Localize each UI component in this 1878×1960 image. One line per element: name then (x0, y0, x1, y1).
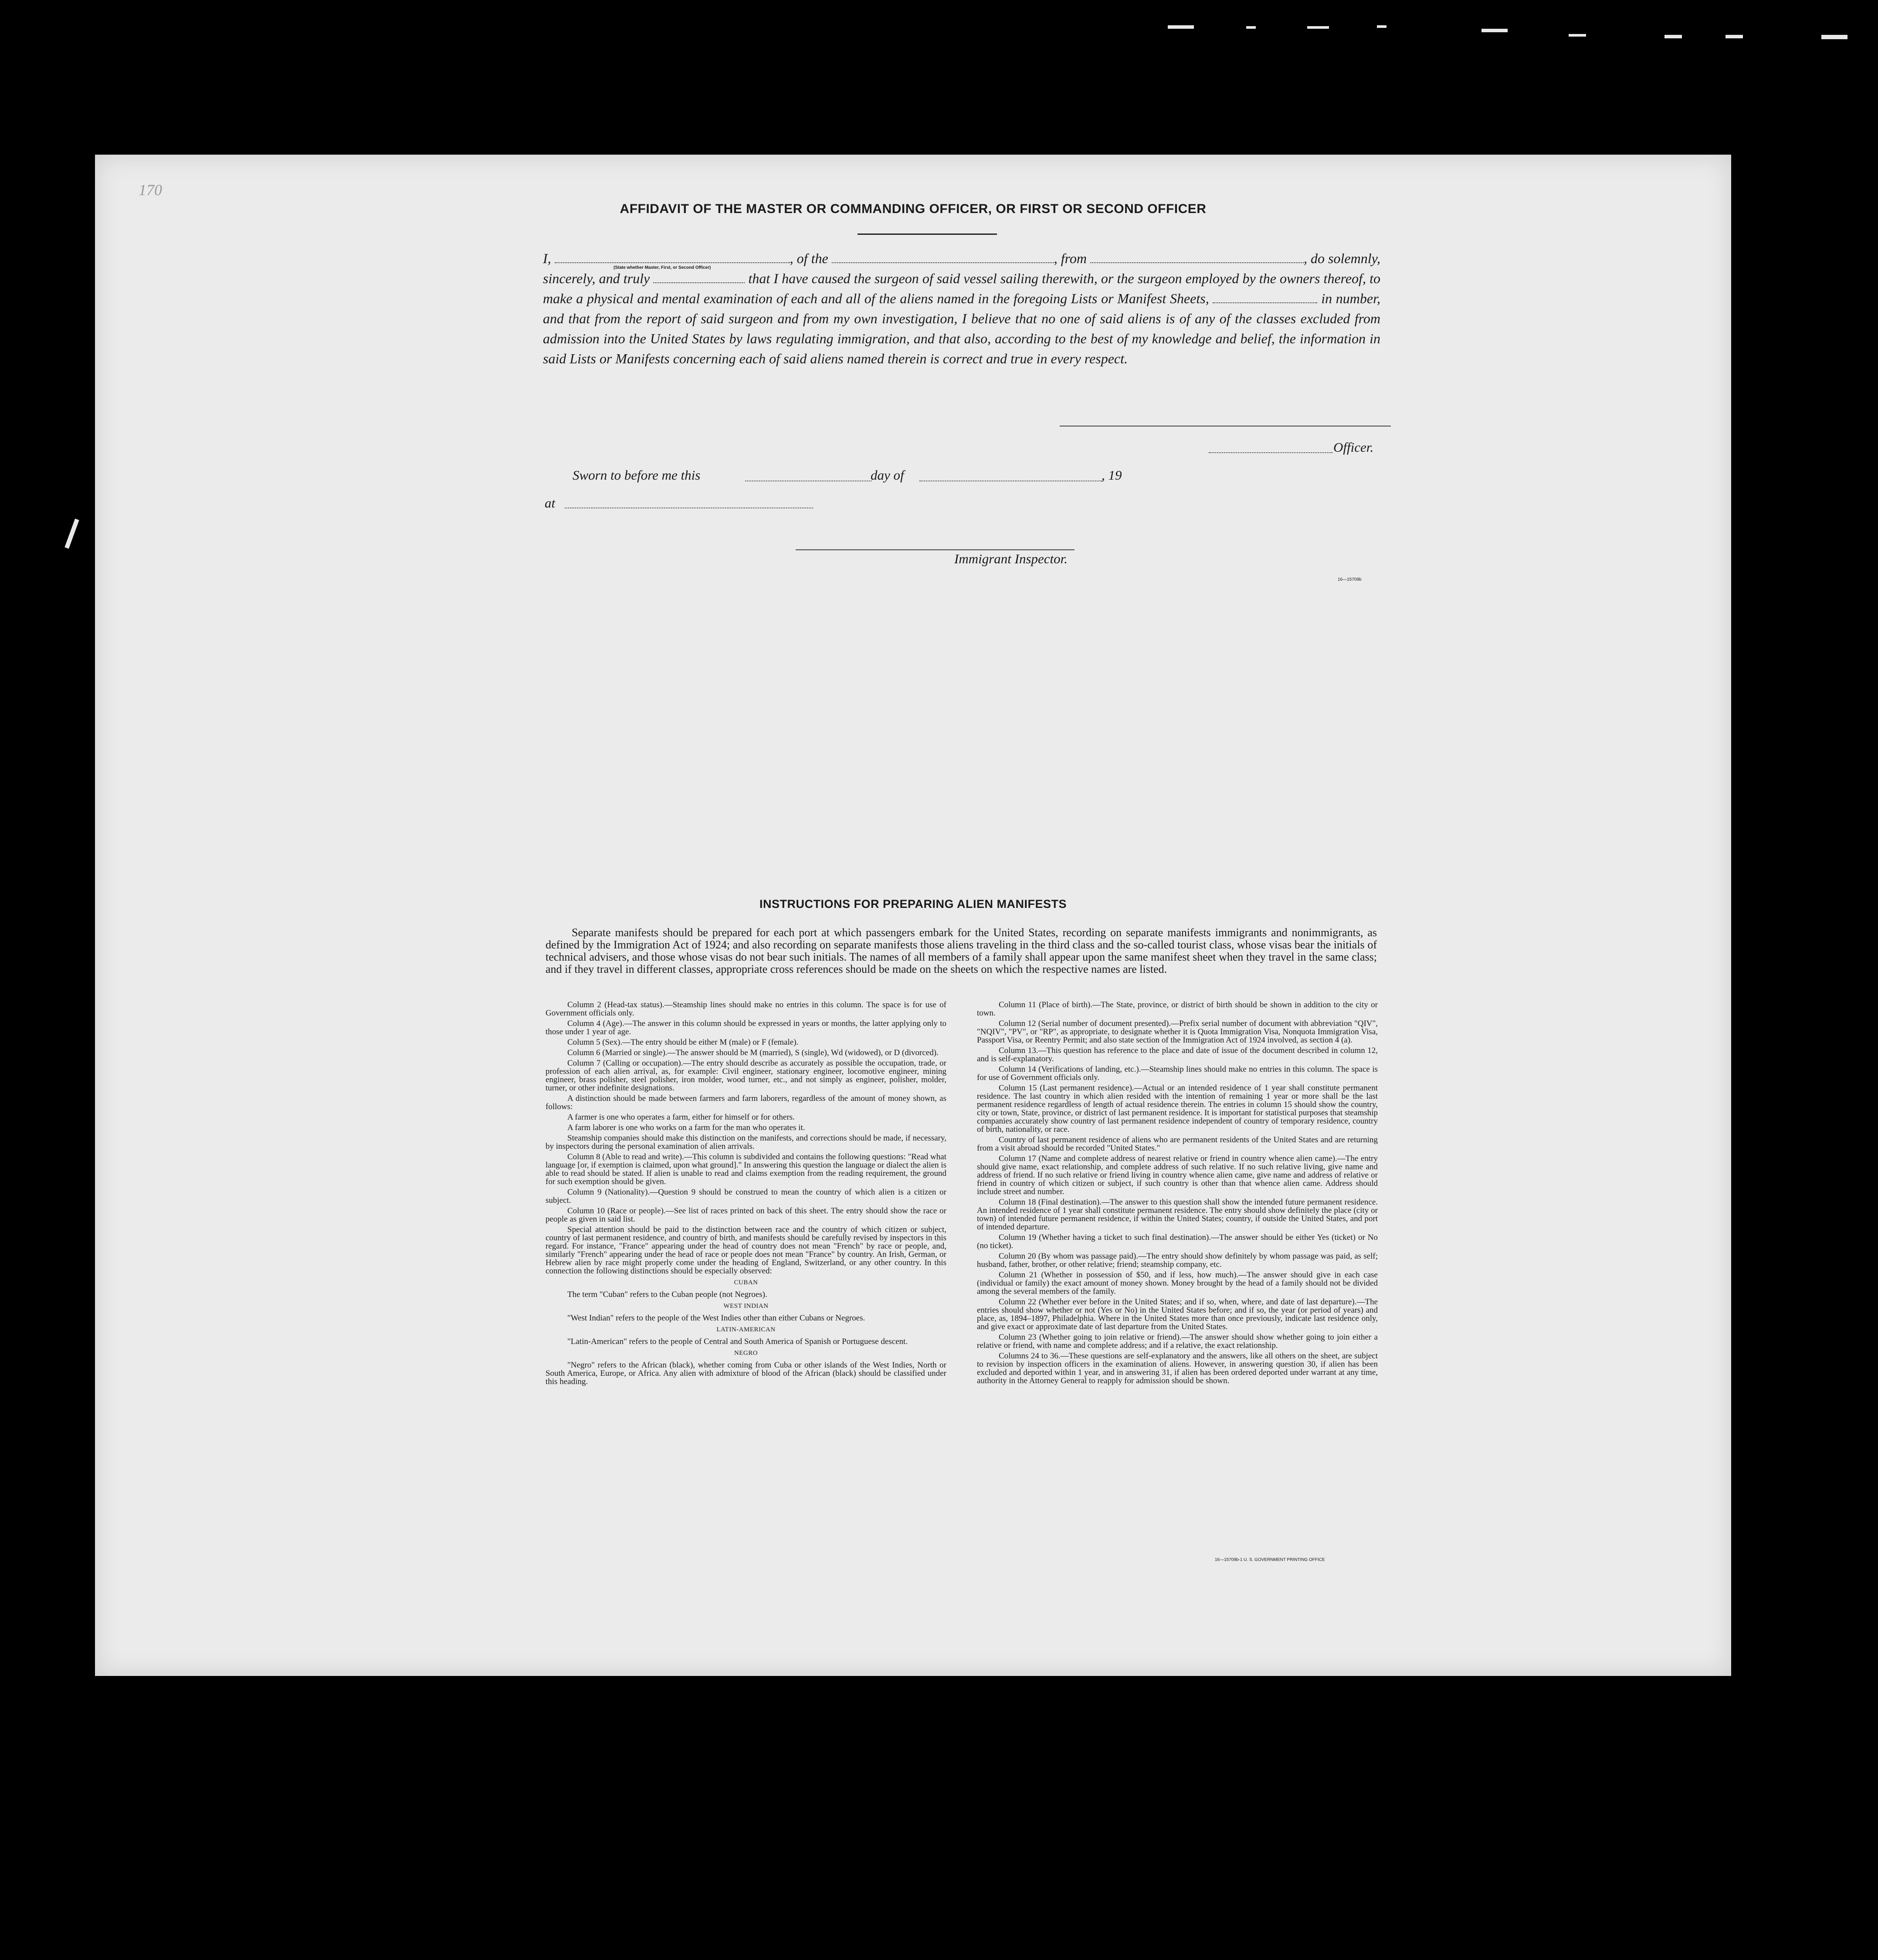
instruction-paragraph: Column 19 (Whether having a ticket to such final destination).—The answer should be either Yes (ticket) or No (no ticket). (977, 1233, 1378, 1250)
day-of-text: day of (871, 467, 904, 483)
instruction-paragraph: Column 11 (Place of birth).—The State, province, or district of birth should be shown in addition to the city or town. (977, 1000, 1378, 1018)
race-heading: CUBAN (734, 1279, 758, 1286)
instruction-paragraph: Column 12 (Serial number of document presented).—Prefix serial number of document with abbreviation "QIV", "NQIV", "PV", or "RP", as appropriate, to designate whether it is Quota Immigration Visa, Nonquota Immigration Visa, Passport Visa, or Reentry Permit; and also state section of the Immigration Act of 1924 involved, as section 4 (a). (977, 1019, 1378, 1045)
instruction-paragraph: Column 14 (Verifications of landing, etc.).—Steamship lines should make no entries in this column. The space is for use of Government officials only. (977, 1065, 1378, 1082)
instruction-paragraph: Columns 24 to 36.—These questions are self-explanatory and the answers, like all others on the sheet, are subject to revision by inspection officers in the examination of aliens. However, in answering question 30, if alien has been excluded and deported within 1 year, and in answering 31, if alien has been ordered deported under warrant at any time, authority in the Attorney General to reapply for admission should be shown. (977, 1351, 1378, 1385)
instruction-paragraph: Column 23 (Whether going to join relative or friend).—The answer should show whether going to join either a relative or friend, with name and complete address; and if a relative, the exact relationship. (977, 1333, 1378, 1350)
aff-from: , from (1054, 251, 1087, 266)
manifest-sheet (95, 155, 1731, 1676)
film-mark (1307, 26, 1329, 29)
instruction-paragraph: Column 21 (Whether in possession of $50, and if less, how much).—The answer should give in each case (individual or family) the exact amount of money shown. Money brought by the head of a family should not be divided among the several members of the family. (977, 1270, 1378, 1296)
race-definition: "West Indian" refers to the people of the West Indies other than either Cubans or Negroes. (567, 1313, 865, 1323)
instruction-paragraph: A farm laborer is one who works on a farm for the man who operates it. (567, 1123, 805, 1132)
film-mark (1168, 25, 1194, 29)
punch-hole (1752, 407, 1775, 430)
officer-rank-note: (State whether Master, First, or Second Officer) (614, 265, 711, 270)
officer-name-blank[interactable] (555, 250, 790, 263)
officer-title-line[interactable] (1209, 452, 1332, 453)
film-mark (1569, 34, 1586, 37)
punch-hole (1752, 696, 1775, 718)
film-mark (1377, 25, 1386, 28)
officer-signature-line[interactable] (1060, 426, 1391, 427)
race-heading: NEGRO (734, 1350, 758, 1357)
officer-label: Officer. (1333, 440, 1374, 455)
aff-i: I, (543, 251, 551, 266)
inspector-label: Immigrant Inspector. (954, 551, 1068, 566)
aff-of-the: , of the (790, 251, 828, 266)
instruction-paragraph: Column 13.—This question has reference to the place and date of issue of the document described in column 12, and is self-explanatory. (977, 1046, 1378, 1063)
instruction-paragraph: Column 17 (Name and complete address of nearest relative or friend in country whence alien came).—The entry should give name, exact relationship, and complete address of such relative. If no such relative living, give name and address of friend. If no such relative or friend living in country whence alien came, give name and address of relative or friend in country of which citizen or subject, if such country is other than that whence alien came. Address should include street and number. (977, 1154, 1378, 1196)
race-definition: "Latin-American" refers to the people of Central and South America of Spanish or Portuguese descent. (567, 1337, 908, 1346)
form-code: 16—15709b (1338, 577, 1362, 582)
footer-code: 16—15709b-1 U. S. GOVERNMENT PRINTING OFFICE (1215, 1557, 1325, 1562)
instruction-paragraph: Column 18 (Final destination).—The answer to this question shall show the intended future permanent residence. An intended residence of 1 year shall constitute permanent residence. The entry should show definitely the place (city or town) of intended future permanent residence, if within the United States; country, if outside the United States, and port of intended departure. (977, 1198, 1378, 1232)
pencil-mark: 170 (139, 181, 162, 199)
punch-hole (1752, 1398, 1775, 1421)
instructions-right-column (977, 1001, 1378, 1387)
aff-text-a: solemnly, sincerely, and truly (543, 251, 1381, 286)
aff-text-b: that I have caused the surgeon of said vessel sailing therewith, or the surgeon employed by the owners thereof, to make a physical and mental examination of each and all of the aliens named in the foregoing Lists or Manifest Sheets, (543, 271, 1381, 306)
instruction-paragraph: Country of last permanent residence of aliens who are permanent residents of the United States and are returning from a visit abroad should be recorded "United States." (977, 1135, 1378, 1153)
affidavit-title: AFFIDAVIT OF THE MASTER OR COMMANDING OFFICER, OR FIRST OR SECOND OFFICER (620, 202, 1207, 216)
film-mark (1481, 29, 1508, 32)
race-definition: The term "Cuban" refers to the Cuban people (not Negroes). (567, 1290, 767, 1299)
instruction-paragraph: Column 8 (Able to read and write).—This column is subdivided and contains the following questions: "Read what language [or, if exemption is claimed, upon what ground]." In answering this question the language or dialect the alien is able to read should be stated. If alien is unable to read and claims exemption from the reading requirement, the ground for such exemption should be given. (546, 1152, 946, 1186)
at-text: at (545, 495, 556, 511)
punch-hole (1752, 1110, 1775, 1133)
affidavit-body (543, 248, 1380, 369)
film-mark (1725, 35, 1743, 38)
instruction-paragraph: Column 7 (Calling or occupation).—The entry should describe as accurately as possible the occupation, trade, or profession of each alien arrival, as, for example: Civil engineer, stationary engineer, locomotive engineer, mining engineer, brass polisher, steel polisher, iron molder, wood turner, etc., and not simply as engineer, polisher, molder, turner, or other indefinite designations. (546, 1059, 946, 1093)
film-mark (64, 518, 79, 548)
vessel-name-blank[interactable] (832, 250, 1054, 263)
race-heading: LATIN-AMERICAN (716, 1326, 776, 1333)
instructions-title: INSTRUCTIONS FOR PREPARING ALIEN MANIFESTS (759, 897, 1067, 911)
title-divider (858, 234, 997, 235)
aff-text-c: in number, and that from the report of said surgeon and from my own investigation, I believe that no one of said aliens is of any of the classes excluded from admission into the United States by laws regulating immigration, and that also, according to the best of my knowledge and belief, the information in said Lists or Manifests concerning each of said aliens named therein is correct and true in every respect. (543, 291, 1381, 366)
instruction-paragraph: Column 2 (Head-tax status).—Steamship lines should make no entries in this column. The space is for use of Government officials only. (546, 1000, 946, 1018)
instruction-paragraph: Column 10 (Race or people).—See list of races printed on back of this sheet. The entry should show the race or people as given in said list. (546, 1206, 946, 1224)
instruction-paragraph: Column 6 (Married or single).—The answer should be M (married), S (single), Wd (widowed), or D (divorced). (567, 1048, 939, 1057)
instructions-left-column (546, 1001, 946, 1388)
instruction-paragraph: A distinction should be made between farmers and farm laborers, regardless of the amount of money shown, as follows: (546, 1094, 946, 1111)
film-mark (1821, 35, 1847, 39)
port-blank[interactable] (1090, 250, 1304, 263)
punch-hole (1752, 1184, 1775, 1206)
instruction-paragraph: Column 15 (Last permanent residence).—Actual or an intended residence of 1 year shall constitute permanent residence. The last country in which alien resided with the intention of remaining 1 year or more shall be the last permanent residence regardless of length of actual residence therein. The entries in column 15 should show the country, city or town, State, province, or district of last permanent residence. It is important for statistical purposes that steamship companies accurately show country of last permanent residence independent of country of temporary residence, country of birth, nationality, or race. (977, 1083, 1378, 1134)
instruction-paragraph: Special attention should be paid to the distinction between race and the country of which citizen or subject, country of last permanent residence, and country of birth, and manifests should be carefully revised by inspectors in this regard. For instance, "France" appearing under the head of country does not mean "French" by race or people, and, similarly "French" appearing under the head of race or people does not mean "France" by country. An Irish, German, or Hebrew alien by race might properly come under the heading of England, Switzerland, or any other country. In this connection the following distinctions should be especially observed: (546, 1225, 946, 1276)
number-of-aliens-blank[interactable] (1213, 290, 1317, 303)
instruction-paragraph: A farmer is one who operates a farm, either for himself or for others. (567, 1113, 795, 1122)
year-text: , 19 (1102, 467, 1122, 483)
race-heading: WEST INDIAN (723, 1303, 769, 1310)
race-definition: "Negro" refers to the African (black), whether coming from Cuba or other islands of the West Indies, North or South America, Europe, or Africa. Any alien with admixture of blood of the African (black) should be classified under this heading. (546, 1361, 946, 1386)
film-mark (1246, 26, 1256, 29)
inspector-signature-line[interactable] (796, 549, 1075, 550)
instruction-paragraph: Column 20 (By whom was passage paid).—The entry should show definitely by whom passage was paid, as self; husband, father, brother, or other relative; friend; steamship company, etc. (977, 1252, 1378, 1269)
oath-blank[interactable] (653, 270, 745, 283)
aff-do: , do (1304, 251, 1325, 266)
sworn-text: Sworn to before me this (573, 467, 701, 483)
instruction-paragraph: Column 9 (Nationality).—Question 9 should be construed to mean the country of which alien is a citizen or subject. (546, 1188, 946, 1205)
instructions-intro: Separate manifests should be prepared for each port at which passengers embark for the United States, recording on separate manifests immigrants and nonimmigrants, as defined by the Immigration Act of 1924; and also recording on separate manifests those aliens traveling in the third class and the so-called tourist class, whose visas bear the initials of technical advisers, and those whose visas do not bear such initials. The names of all members of a family shall appear upon the same manifest sheet when they travel in the same class; and if they travel in different classes, appropriate cross references should be made on the sheets on which the respective names are listed. (546, 926, 1377, 975)
instruction-paragraph: Column 5 (Sex).—The entry should be either M (male) or F (female). (567, 1038, 799, 1047)
punch-hole (1752, 1472, 1775, 1494)
instruction-paragraph: Column 22 (Whether ever before in the United States; and if so, when, where, and date of last departure).—The entries should show whether or not (Yes or No) in the United States before; and if so, the year (or period of years) and place, as, 1894–1897, Philadelphia. Where in the United States more than once previously, indicate last residence only, and give exact or approximate date of last departure from the United States. (977, 1297, 1378, 1331)
instruction-paragraph: Steamship companies should make this distinction on the manifests, and corrections should be made, if necessary, by inspectors during the personal examination of alien arrivals. (546, 1134, 946, 1151)
punch-hole (1752, 624, 1775, 647)
instruction-paragraph: Column 4 (Age).—The answer in this column should be expressed in years or months, the latter applying only to those under 1 year of age. (546, 1019, 946, 1036)
film-mark (1664, 35, 1682, 38)
